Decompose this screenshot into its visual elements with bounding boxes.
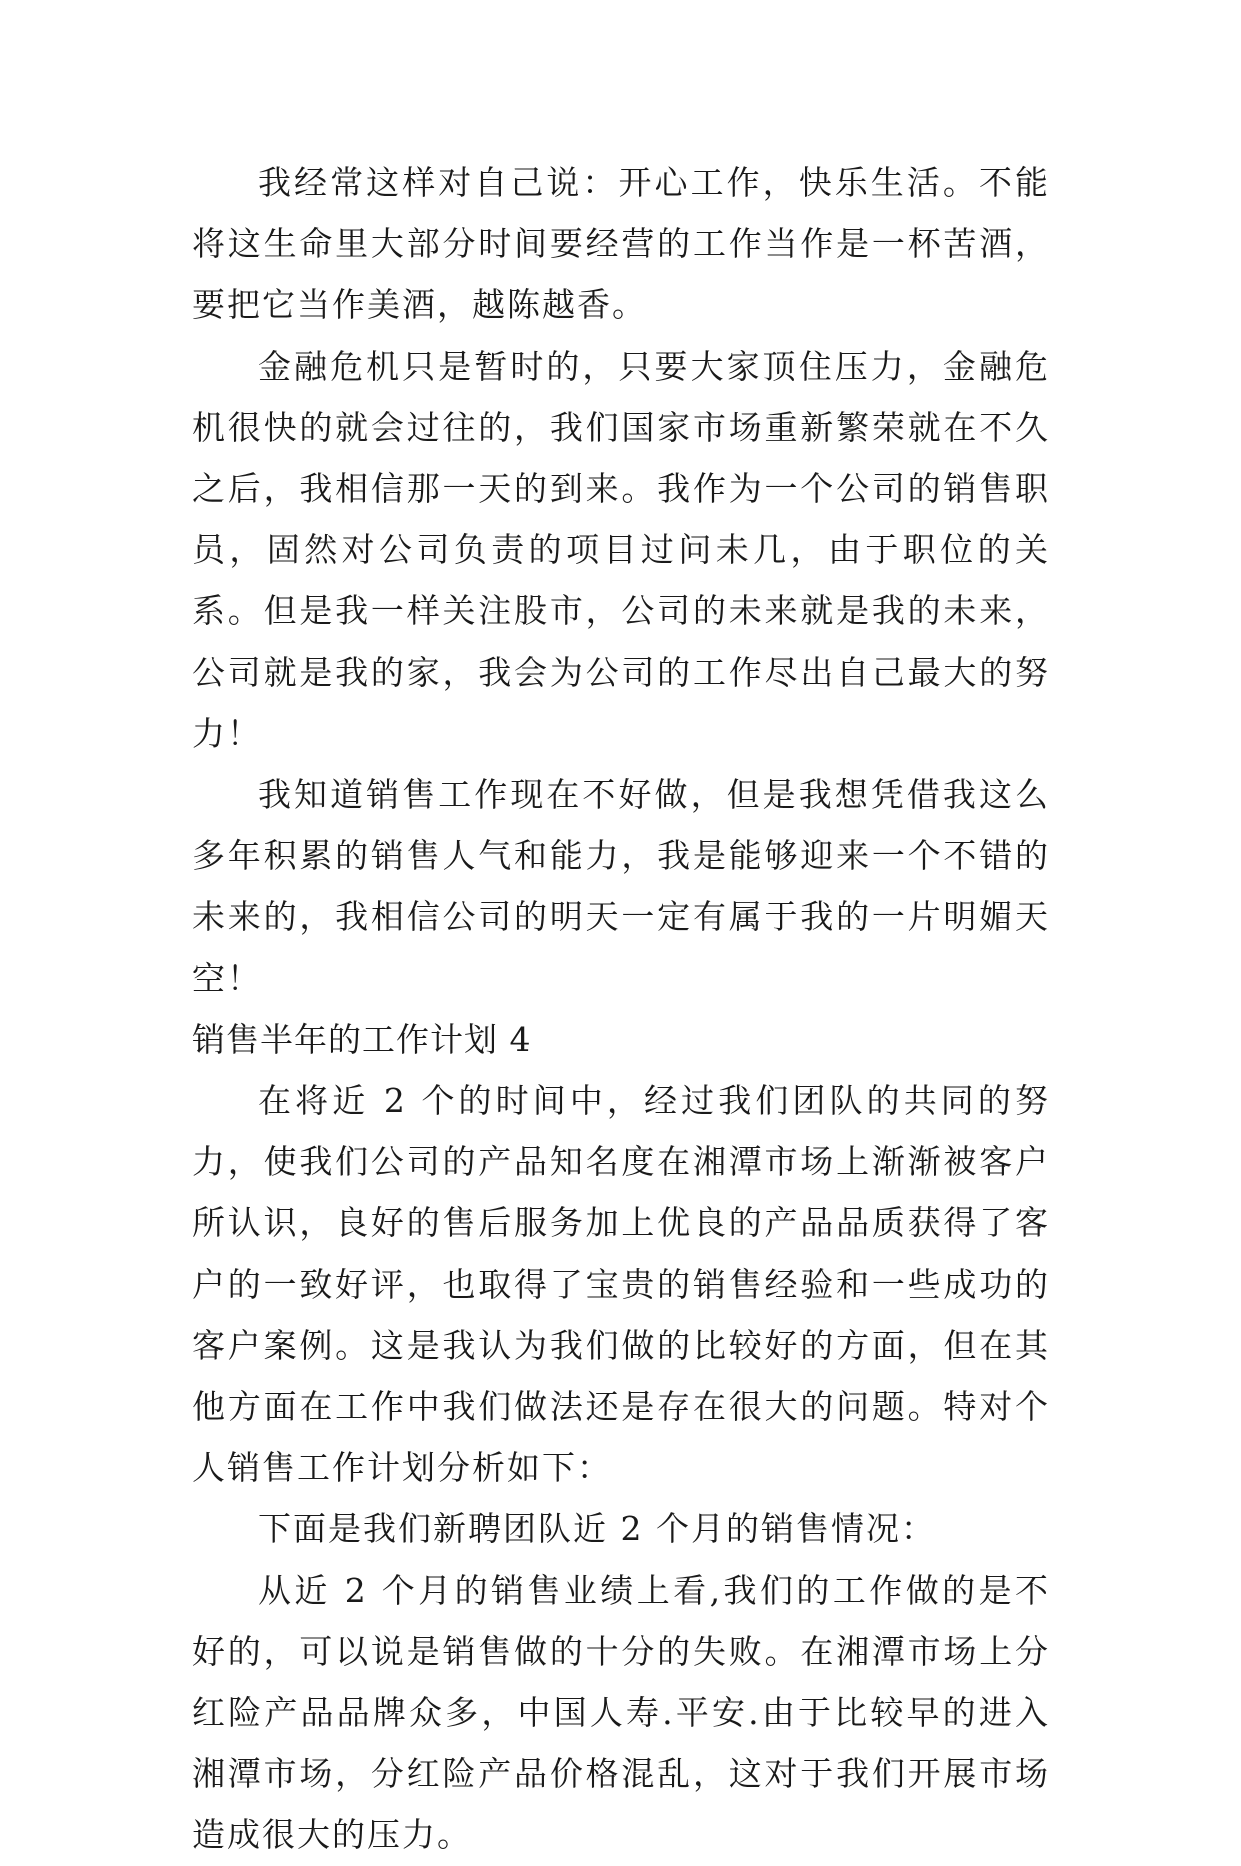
paragraph-sales-confidence: 我知道销售工作现在不好做，但是我想凭借我这么多年积累的销售人气和能力，我是能够迎来一个不错的未来的，我相信公司的明天一定有属于我的一片明媚天空！ — [192, 775, 1050, 998]
paragraph-sales-performance: 从近 2 个月的销售业绩上看,我们的工作做的是不好的，可以说是销售做的十分的失败。在湘潭市场上分红险产品品牌众多，中国人寿.平安.由于比较早的进入湘潭市场，分红险产品价格混乱，这对于我们开展市场造成很大的压力。 — [192, 1570, 1050, 1855]
paragraph-work-attitude: 我经常这样对自己说：开心工作，快乐生活。不能将这生命里大部分时间要经营的工作当作是一杯苦酒，要把它当作美酒，越陈越香。 — [192, 163, 1050, 325]
paragraph-team-achievements: 在将近 2 个的时间中，经过我们团队的共同的努力，使我们公司的产品知名度在湘潭市场上渐渐被客户所认识，良好的售后服务加上优良的产品品质获得了客户的一致好评，也取得了宝贵的销售经验和一些成功的客户案例。这是我认为我们做的比较好的方面，但在其他方面在工作中我们做法还是存在很大的问题。特对个人销售工作计划分析如下： — [192, 1081, 1050, 1488]
paragraph-sales-status-intro: 下面是我们新聘团队近 2 个月的销售情况： — [258, 1509, 936, 1549]
section-heading: 销售半年的工作计划 4 — [192, 1019, 532, 1059]
paragraph-financial-crisis: 金融危机只是暂时的，只要大家顶住压力，金融危机很快的就会过往的，我们国家市场重新繁荣就在不久之后，我相信那一天的到来。我作为一个公司的销售职员，固然对公司负责的项目过问未几，由于职位的关系。但是我一样关注股市，公司的未来就是我的未来，公司就是我的家，我会为公司的工作尽出自己最大的努力！ — [192, 346, 1050, 753]
document-body — [192, 152, 1050, 1866]
